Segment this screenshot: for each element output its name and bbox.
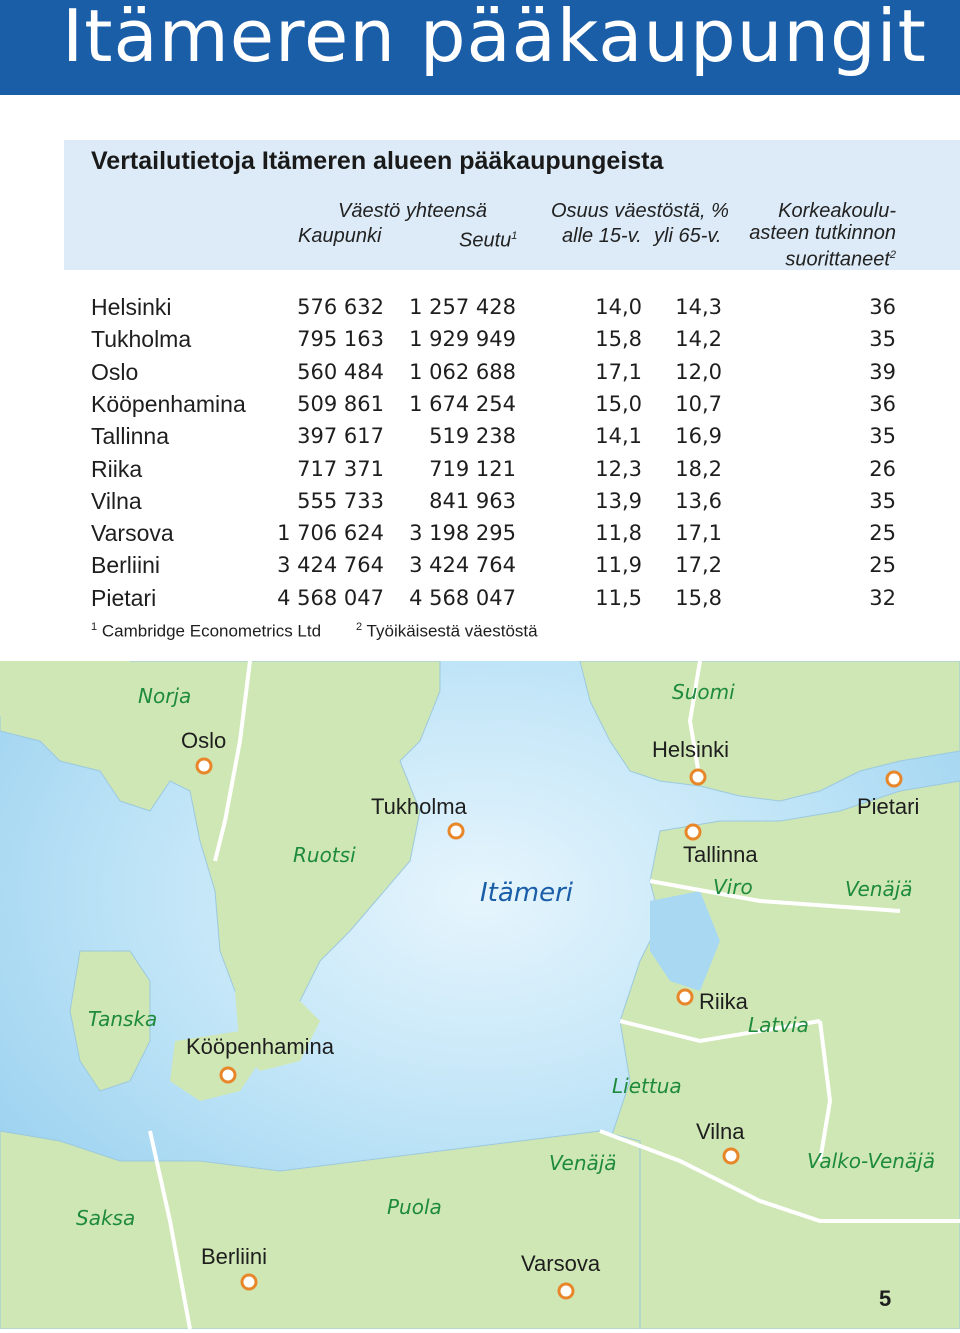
header-degree-note: 2 [889,249,896,261]
cell-region: 1 674 254 [409,391,516,416]
header-over65: yli 65-v. [654,225,722,247]
country-label-venaja-east: Venäjä [845,877,913,901]
sea-label: Itämeri [480,878,574,908]
cell-population: 3 424 764 [277,553,384,578]
table-row [0,291,960,323]
cell-region: 3 198 295 [409,521,516,546]
marker-tallinna [686,825,700,839]
cell-over65: 16,9 [675,424,722,449]
table-row [0,453,960,485]
cell-region: 1 257 428 [409,295,516,319]
cell-over65: 12,0 [675,359,722,384]
cell-degree: 35 [869,488,896,513]
page-number: 5 [879,1286,892,1311]
cell-city: Riika [91,455,143,482]
marker-tukholma [449,824,463,838]
country-label-valko-venaja: Valko-Venäjä [807,1149,935,1173]
cell-degree: 39 [869,359,896,384]
cell-over65: 15,8 [675,585,722,610]
cell-city: Tukholma [91,326,192,353]
cell-over65: 14,3 [675,295,722,319]
city-label-riika: Riika [699,989,748,1014]
cell-city: Tallinna [91,423,169,450]
cell-population: 560 484 [297,359,384,384]
cell-degree: 32 [869,585,896,610]
cell-over65: 13,6 [675,488,722,513]
cell-population: 555 733 [297,488,384,513]
cell-city: Berliini [91,552,161,579]
cell-region: 519 238 [429,424,516,449]
cell-under15: 11,8 [595,521,642,546]
header-degree-line2: asteen tutkinnon [749,222,896,244]
cell-region: 1 062 688 [409,359,516,384]
cell-under15: 12,3 [595,456,642,481]
cell-population: 4 568 047 [277,585,384,610]
header-under15: alle 15-v. [562,225,642,247]
cell-under15: 13,9 [595,488,642,513]
cell-city: Helsinki [91,294,172,320]
cell-region: 4 568 047 [409,585,516,610]
country-label-viro: Viro [713,875,753,899]
country-label-suomi: Suomi [672,680,735,704]
cell-over65: 10,7 [675,391,722,416]
cell-degree: 36 [869,391,896,416]
cell-under15: 15,0 [595,391,642,416]
marker-riika [678,990,692,1004]
cell-city: Pietari [91,584,157,611]
cell-region: 1 929 949 [409,327,516,352]
city-label-koopenhamina: Kööpenhamina [186,1034,335,1059]
cell-degree: 36 [869,295,896,319]
header-region-note: 1 [511,230,518,242]
title-banner [0,0,960,95]
cell-city: Oslo [91,358,139,385]
cell-region: 719 121 [429,456,516,481]
country-label-ruotsi: Ruotsi [293,843,356,867]
city-label-oslo: Oslo [181,728,227,753]
table-row [0,549,960,581]
cell-degree: 35 [869,424,896,449]
marker-pietari [887,772,901,786]
table-row [0,388,960,420]
table-row [0,517,960,549]
city-label-varsova: Varsova [521,1251,601,1276]
cell-population: 1 706 624 [277,521,384,546]
cell-population: 795 163 [297,327,384,352]
city-markers [0,661,960,1329]
header-degree-line3: suorittaneet$^2$ [785,248,896,271]
cell-over65: 17,2 [675,553,722,578]
marker-vilna [724,1149,738,1163]
cell-under15: 11,5 [595,585,642,610]
country-label-latvia: Latvia [748,1013,809,1037]
city-label-vilna: Vilna [696,1119,745,1144]
cell-under15: 11,9 [595,553,642,578]
table-title: Vertailutietoja Itämeren alueen pääkaupungeista [91,147,664,175]
cell-under15: 14,0 [595,295,642,319]
header-city: Kaupunki [298,225,382,247]
cell-city: Varsova [91,520,174,547]
marker-helsinki [691,770,705,784]
cell-city: Vilna [91,487,142,514]
header-region: Seutu$^1$ [459,229,518,252]
country-label-liettua: Liettua [612,1074,682,1098]
cell-population: 397 617 [297,424,384,449]
table-row [0,323,960,355]
cell-population: 509 861 [297,391,384,416]
marker-oslo [197,759,211,773]
country-label-saksa: Saksa [76,1206,136,1230]
cell-degree: 25 [869,521,896,546]
cell-degree: 25 [869,553,896,578]
city-label-berliini: Berliini [201,1244,268,1269]
cell-over65: 18,2 [675,456,722,481]
country-label-tanska: Tanska [88,1007,158,1031]
page-title: Itämeren pääkaupungit [62,0,927,78]
cell-degree: 35 [869,327,896,352]
table-row [0,485,960,517]
country-label-puola: Puola [387,1195,442,1219]
cell-over65: 17,1 [675,521,722,546]
table-row [0,356,960,388]
cell-under15: 15,8 [595,327,642,352]
cell-region: 3 424 764 [409,553,516,578]
header-population-group: Väestö yhteensä [338,200,487,222]
city-label-tallinna: Tallinna [683,842,758,867]
cell-city: Kööpenhamina [91,390,246,417]
country-label-norja: Norja [138,684,192,708]
header-degree-line1: Korkeakoulu- [778,200,896,222]
table-row [0,420,960,452]
table-row [0,582,960,614]
footnote-2: $^2$ Työikäisestä väestöstä [356,621,538,641]
footnote-1: $^1$ Cambridge Econometrics Ltd [91,621,322,641]
cell-under15: 17,1 [595,359,642,384]
city-label-pietari: Pietari [857,794,920,819]
header-share-group: Osuus väestöstä, % [551,200,729,222]
cell-population: 717 371 [297,456,384,481]
marker-varsova [559,1284,573,1298]
baltic-sea-map [0,661,960,1329]
cell-over65: 14,2 [675,327,722,352]
marker-koopenhamina [221,1068,235,1082]
cell-under15: 14,1 [595,424,642,449]
marker-berliini [242,1275,256,1289]
country-label-venaja-kaliningrad: Venäjä [549,1151,617,1175]
cell-region: 841 963 [429,488,516,513]
city-label-tukholma: Tukholma [371,794,467,819]
city-label-helsinki: Helsinki [652,737,730,762]
cell-population: 576 632 [297,295,384,319]
cell-degree: 26 [869,456,896,481]
